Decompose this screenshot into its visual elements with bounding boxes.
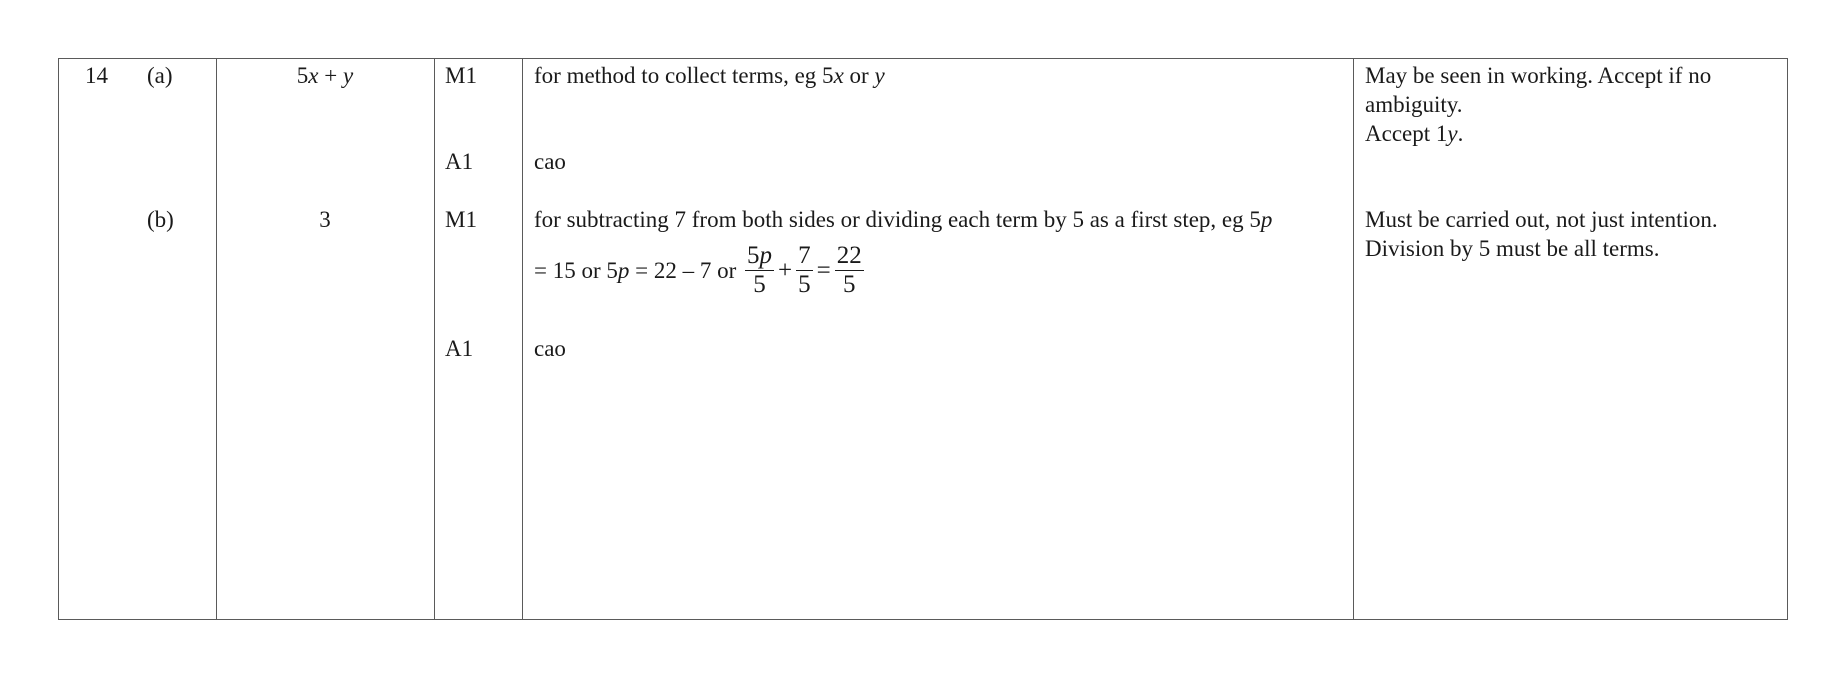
guidance-line: May be seen in working. Accept if no ambiguity. xyxy=(1365,63,1712,117)
fraction-numerator xyxy=(745,242,774,271)
answer-cell: 3 xyxy=(319,207,331,232)
comment-variable: y xyxy=(874,63,885,88)
mark-scheme-table xyxy=(58,58,1788,620)
guidance-line: Must be carried out, not just intention. xyxy=(1365,207,1718,232)
numerator-coefficient: 5 xyxy=(747,241,760,269)
column-divider xyxy=(1353,59,1354,619)
comment-variable: x xyxy=(833,63,844,88)
mark-comment xyxy=(534,205,1272,234)
mark-code: M1 xyxy=(445,63,477,88)
column-divider xyxy=(522,59,523,619)
comment-text: = 15 or 5 xyxy=(534,257,618,283)
fraction xyxy=(745,242,774,299)
comment-text: = 22 – 7 or xyxy=(629,257,743,283)
comment-variable: p xyxy=(1260,207,1273,232)
answer-coefficient: 5 xyxy=(296,63,309,88)
fraction xyxy=(796,242,813,299)
fraction-denominator: 5 xyxy=(843,270,856,298)
fraction xyxy=(835,242,864,299)
part-label: (b) xyxy=(147,207,174,232)
guidance-line: Division by 5 must be all terms. xyxy=(1365,236,1660,261)
fraction-numerator: 7 xyxy=(798,241,811,269)
part-label: (a) xyxy=(147,63,173,88)
mark-code: A1 xyxy=(445,149,474,174)
guidance-line xyxy=(1365,119,1765,148)
guidance-text: . xyxy=(1457,121,1464,146)
comment-text: for subtracting 7 from both sides or dividing each term by 5 as a first step, eg 5 xyxy=(534,207,1261,232)
question-number: 14 xyxy=(85,63,108,88)
answer-variable: x xyxy=(308,63,319,88)
comment-text: for method to collect terms, eg 5 xyxy=(534,63,834,88)
guidance-text: Accept 1 xyxy=(1365,121,1448,146)
guidance-notes xyxy=(1365,61,1765,148)
column-divider xyxy=(216,59,217,619)
mark-comment: cao xyxy=(534,336,566,361)
equals-operator: = xyxy=(816,256,831,284)
mark-comment xyxy=(534,61,885,90)
mark-code: M1 xyxy=(445,207,477,232)
comment-text: or xyxy=(843,63,875,88)
mark-comment: cao xyxy=(534,149,566,174)
numerator-variable: p xyxy=(759,241,773,269)
answer-variable: y xyxy=(342,63,354,88)
plus-operator: + xyxy=(778,256,793,284)
answer-operator: + xyxy=(318,63,343,88)
column-divider xyxy=(434,59,435,619)
guidance-variable: y xyxy=(1447,121,1458,146)
mark-code: A1 xyxy=(445,336,474,361)
guidance-notes xyxy=(1365,205,1718,263)
fraction-denominator: 5 xyxy=(798,270,811,298)
worked-equation xyxy=(534,235,867,305)
comment-variable: p xyxy=(617,257,630,283)
answer-cell xyxy=(216,61,434,90)
fraction-denominator: 5 xyxy=(753,270,766,298)
fraction-numerator: 22 xyxy=(836,241,862,269)
